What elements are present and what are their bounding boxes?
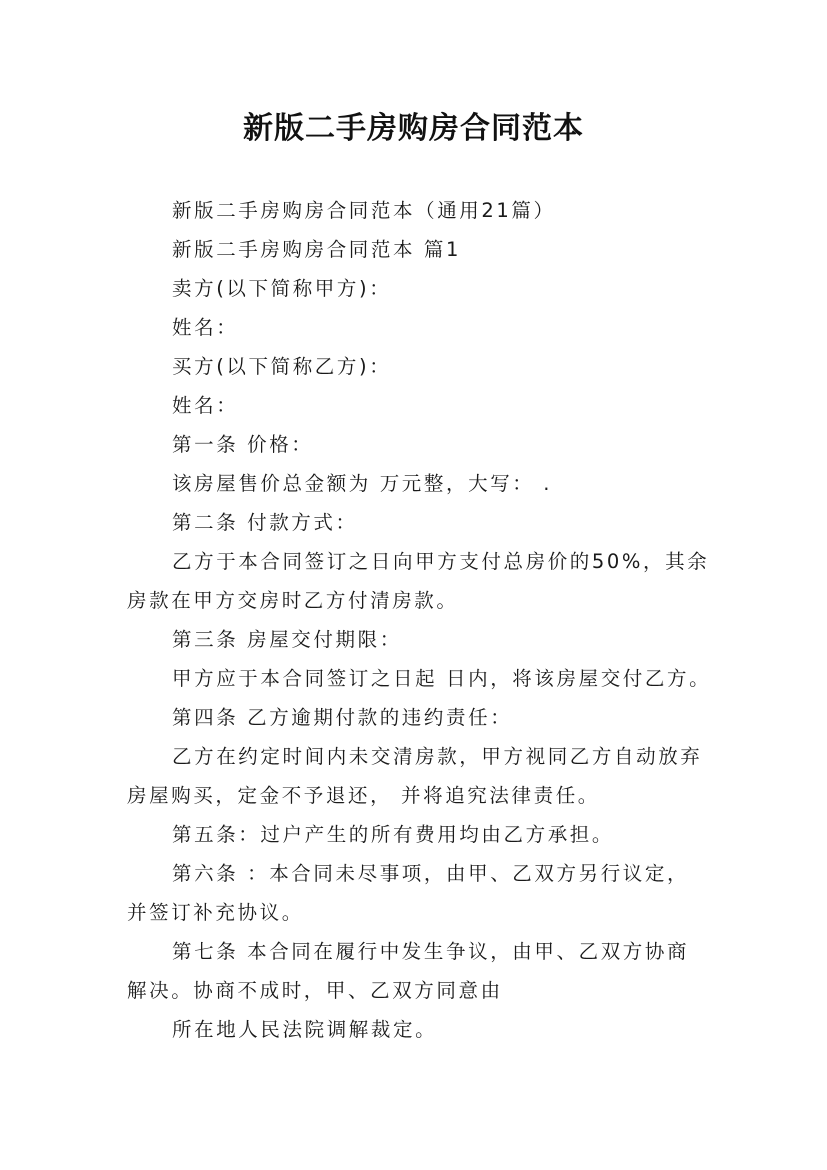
article-4-text: 乙方在约定时间内未交清房款，甲方视同乙方自动放弃 (172, 745, 703, 768)
subtitle-line: 新版二手房购房合同范本（通用21篇） (172, 199, 556, 222)
article-6-text: 第六条 ：本合同未尽事项，由甲、乙双方另行议定， (172, 862, 690, 885)
seller-label: 卖方(以下简称甲方)： (172, 277, 392, 300)
article-4-text-cont: 房屋购买，定金不予退还， 并将追究法律责任。 (127, 784, 600, 807)
article-5-text: 第五条：过户产生的所有费用均由乙方承担。 (172, 823, 615, 846)
section-heading: 新版二手房购房合同范本 篇1 (172, 238, 462, 261)
seller-name-label: 姓名： (172, 316, 239, 339)
document-title: 新版二手房购房合同范本 (243, 111, 584, 146)
article-7-text-end: 所在地人民法院调解裁定。 (172, 1018, 438, 1041)
article-6-text-cont: 并签订补充协议。 (127, 901, 304, 924)
article-4-heading: 第四条 乙方逾期付款的违约责任： (172, 706, 513, 729)
buyer-name-label: 姓名： (172, 394, 239, 417)
article-2-heading: 第二条 付款方式： (172, 511, 358, 534)
buyer-label: 买方(以下简称乙方)： (172, 355, 392, 378)
article-2-text: 乙方于本合同签订之日向甲方支付总房价的50%，其余 (172, 550, 710, 573)
article-2-text-cont: 房款在甲方交房时乙方付清房款。 (127, 589, 459, 612)
article-7-text-cont: 解决。协商不成时，甲、乙双方同意由 (127, 979, 503, 1002)
article-1-text: 该房屋售价总金额为 万元整，大写： . (172, 472, 552, 495)
article-1-heading: 第一条 价格： (172, 433, 314, 456)
article-3-text: 甲方应于本合同签订之日起 日内，将该房屋交付乙方。 (172, 667, 712, 690)
article-3-heading: 第三条 房屋交付期限： (172, 628, 402, 651)
article-7-text: 第七条 本合同在履行中发生争议，由甲、乙双方协商 (172, 940, 690, 963)
